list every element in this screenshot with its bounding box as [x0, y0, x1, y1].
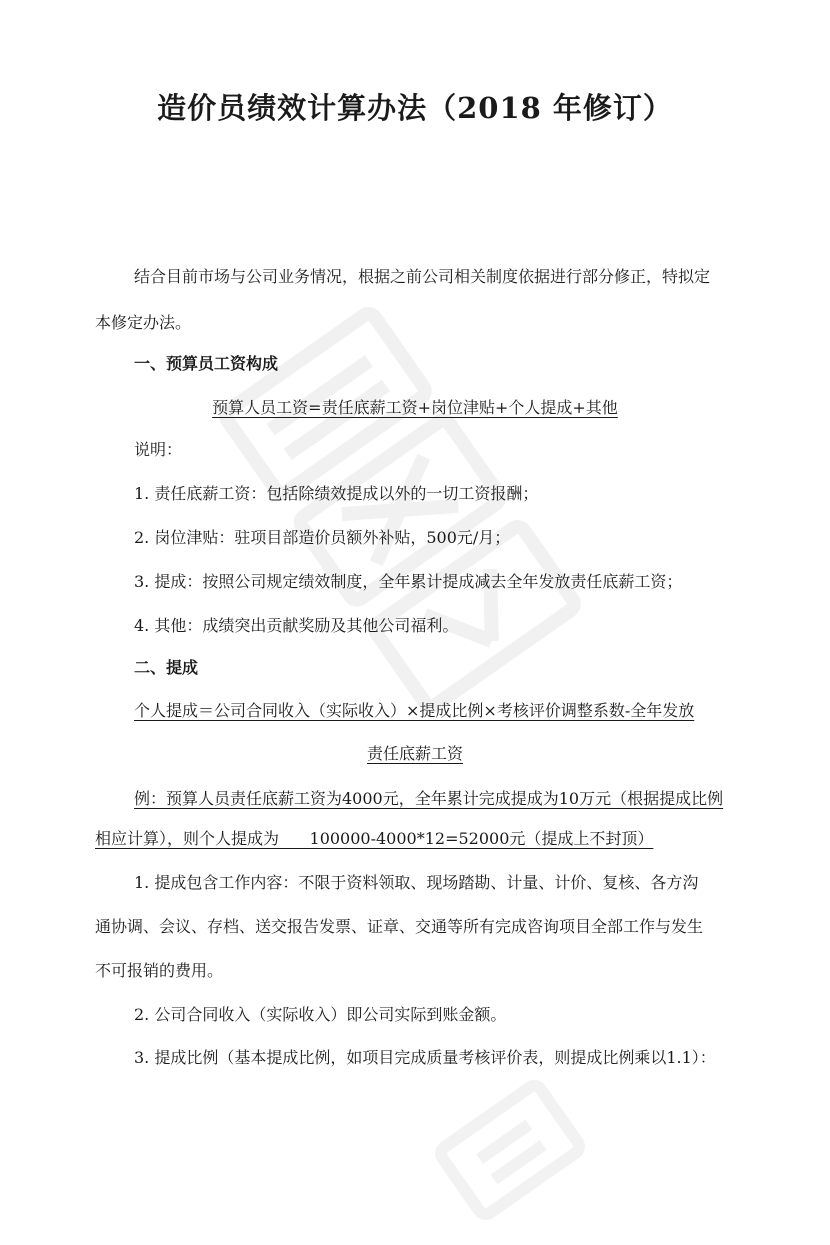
commission-formula-line-1: 个人提成＝公司合同收入（实际收入）×提成比例×考核评价调整系数-全年发放	[134, 701, 695, 720]
note-label: 说明：	[134, 440, 183, 459]
list-item: 1. 责任底薪工资：包括除绩效提成以外的一切工资报酬；	[134, 484, 539, 503]
list-item: 1. 提成包含工作内容：不限于资料领取、现场踏勘、计量、计价、复核、各方沟	[134, 873, 699, 892]
list-item: 4. 其他：成绩突出贡献奖励及其他公司福利。	[134, 616, 459, 635]
section-heading-1: 一、预算员工资构成	[134, 354, 279, 373]
list-item: 2. 公司合同收入（实际收入）即公司实际到账金额。	[134, 1005, 507, 1024]
list-item: 3. 提成比例（基本提成比例，如项目完成质量考核评价表，则提成比例乘以1.1）：	[134, 1048, 716, 1067]
example-line-1: 例：预算人员责任底薪工资为4000元，全年累计完成提成为10万元（根据提成比例	[134, 789, 724, 808]
list-item-continuation: 通协调、会议、存档、送交报告发票、证章、交通等所有完成咨询项目全部工作与发生	[95, 917, 704, 936]
commission-formula-line-2: 责任底薪工资	[366, 744, 463, 763]
intro-line-1: 结合目前市场与公司业务情况，根据之前公司相关制度依据进行部分修正，特拟定	[134, 267, 711, 286]
list-item: 2. 岗位津贴：驻项目部造价员额外补贴，500元/月；	[134, 528, 511, 547]
example-line-2: 相应计算），则个人提成为 100000-4000*12=52000元（提成上不封顶）	[95, 829, 654, 848]
watermark-graphic-bottom	[410, 1055, 610, 1245]
page-title: 造价员绩效计算办法（2018 年修订）	[157, 91, 673, 125]
watermark-graphic	[187, 277, 613, 742]
list-item-continuation: 不可报销的费用。	[95, 961, 224, 980]
section-heading-2: 二、提成	[134, 658, 199, 677]
salary-formula: 预算人员工资=责任底薪工资+岗位津贴+个人提成+其他	[212, 398, 618, 417]
intro-line-2: 本修定办法。	[95, 313, 192, 332]
list-item: 3. 提成：按照公司规定绩效制度，全年累计提成减去全年发放责任底薪工资；	[134, 572, 683, 591]
